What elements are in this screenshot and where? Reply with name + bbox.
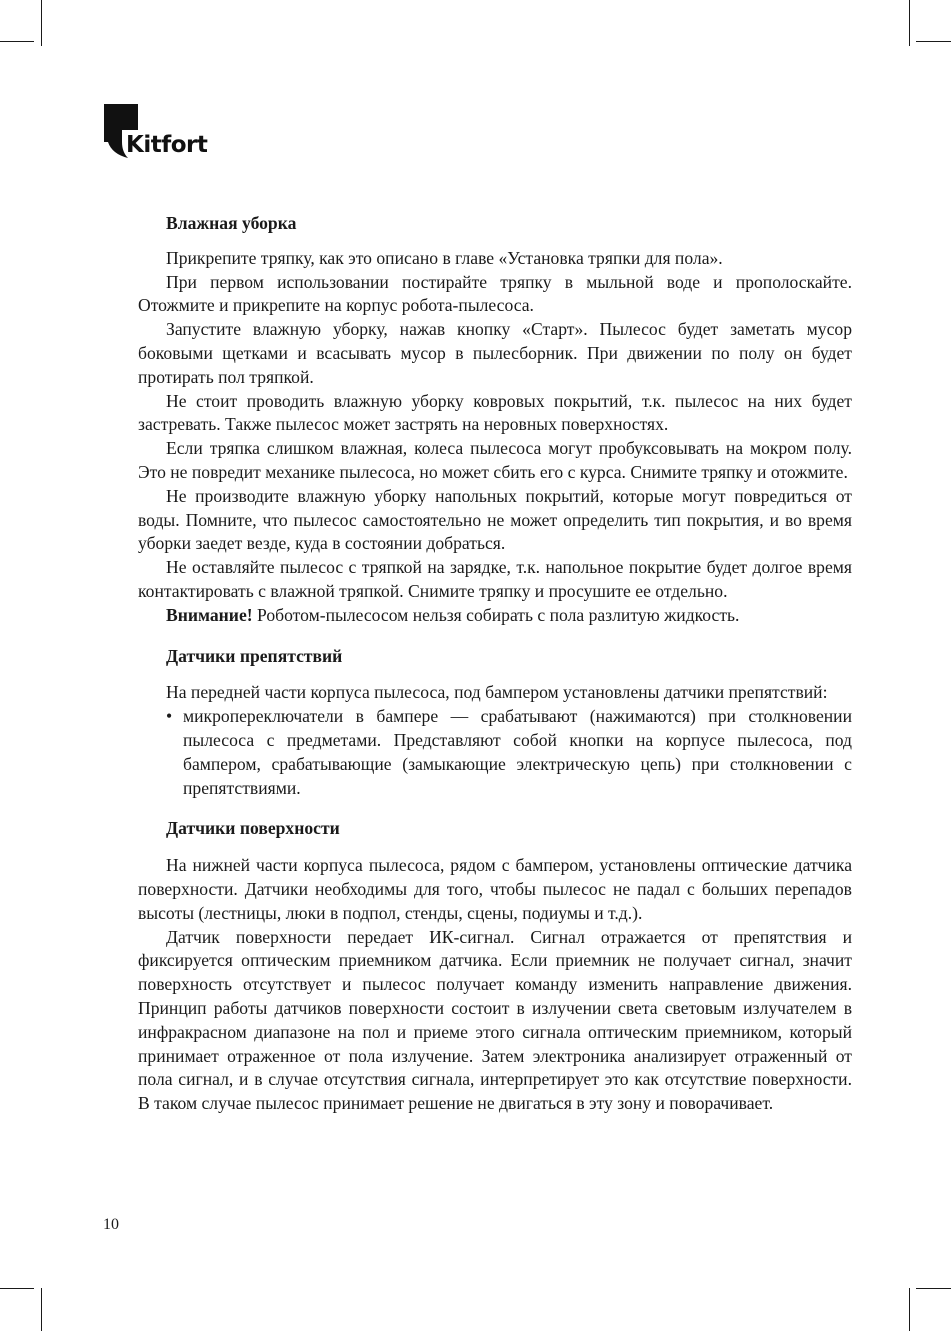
paragraph: Не оставляйте пылесос с тряпкой на зарядке, т.к. напольное покрытие будет долгое время контактировать с влажной тряпкой. Снимите тряпку и просушите ее отдельно. — [138, 557, 852, 601]
paragraph: Датчик поверхности передает ИК-сигнал. Сигнал отражается от препятствия и фиксируется оптическим приемником датчика. Если приемник не получает сигнал, значит поверхность отсутствует и пылесос получает команду изменить направление движения. Принцип работы датчиков поверхности состоит в излучении света световым излучателем в инфракрасном диапазоне на пол и приеме этого сигнала оптическим приемником, который принимает отраженное от пола излучение. Затем электроника анализирует отраженный от пола сигнал, и в случае отсутствия сигнала, интерпретирует это как отсутствие поверхности. В таком случае пылесос принимает решение не двигаться в эту зону и поворачивает. — [138, 926, 852, 1114]
crop-mark — [916, 41, 951, 42]
paragraph: На передней части корпуса пылесоса, под бампером установлены датчики препятствий: — [166, 682, 828, 703]
paragraph: Если тряпка слишком влажная, колеса пылесоса могут пробуксовывать на мокром полу. Это не повредит механике пылесоса, но может сбить его с курса. Снимите тряпку и отожмите. — [138, 438, 852, 482]
crop-mark — [0, 41, 34, 42]
paragraph: На нижней части корпуса пылесоса, рядом с бампером, установлены оптические датчика поверхности. Датчики необходимы для того, чтобы пылесос не падал с больших перепадов высоты (лестницы, люки в подпол, стенды, сцены, подиумы и т.д.). — [138, 855, 852, 923]
paragraph: Не производите влажную уборку напольных покрытий, которые могут повредиться от воды. Помните, что пылесос самостоятельно не может определить тип покрытия, и во время уборки заедет везде, куда в состоянии добраться. — [138, 485, 852, 554]
sensor-list — [138, 705, 852, 800]
brand-name: Kitfort — [126, 132, 208, 158]
paragraph: Прикрепите тряпку, как это описано в главе «Установка тряпки для пола». — [166, 247, 723, 268]
paragraph: Не стоит проводить влажную уборку ковровых покрытий, т.к. пылесос на них будет застревать. Также пылесос может застрять на неровных поверхностях. — [138, 390, 852, 435]
paragraph: При первом использовании постирайте тряпку в мыльной воде и прополоскайте. Отожмите и прикрепите на корпус робота-пылесоса. — [138, 271, 852, 316]
crop-mark — [916, 1288, 951, 1289]
crop-mark — [41, 0, 42, 46]
section-heading-obstacle-sensors: Датчики препятствий — [166, 645, 343, 666]
bullet: • — [166, 706, 173, 727]
warning-label: Внимание! — [166, 604, 253, 625]
crop-mark — [909, 0, 910, 46]
section-heading-surface-sensors: Датчики поверхности — [166, 818, 340, 839]
crop-mark — [41, 1288, 42, 1331]
list-item-text: микропереключатели в бампере — срабатывают (нажимаются) при столкновении пылесоса с предметами. Представляют собой кнопки на корпусе пылесоса, под бампером, срабатывающие (замыкающие электрическую цепь) при столкновении с препятствиями. — [183, 706, 852, 798]
paragraph: Запустите влажную уборку, нажав кнопку «Старт». Пылесос будет заметать мусор боковыми щетками и всасывать мусор в пылесборник. При движении по полу он будет протирать пол тряпкой. — [138, 319, 852, 387]
warning-text: Роботом-пылесосом нельзя собирать с пола разлитую жидкость. — [252, 604, 740, 625]
crop-mark — [0, 1288, 34, 1289]
section-heading-wet-cleaning: Влажная уборка — [166, 213, 297, 233]
warning-paragraph — [138, 604, 852, 628]
page-content — [138, 212, 852, 1116]
list-item — [138, 705, 852, 800]
page-number: 10 — [103, 1216, 119, 1233]
crop-mark — [909, 1288, 910, 1331]
